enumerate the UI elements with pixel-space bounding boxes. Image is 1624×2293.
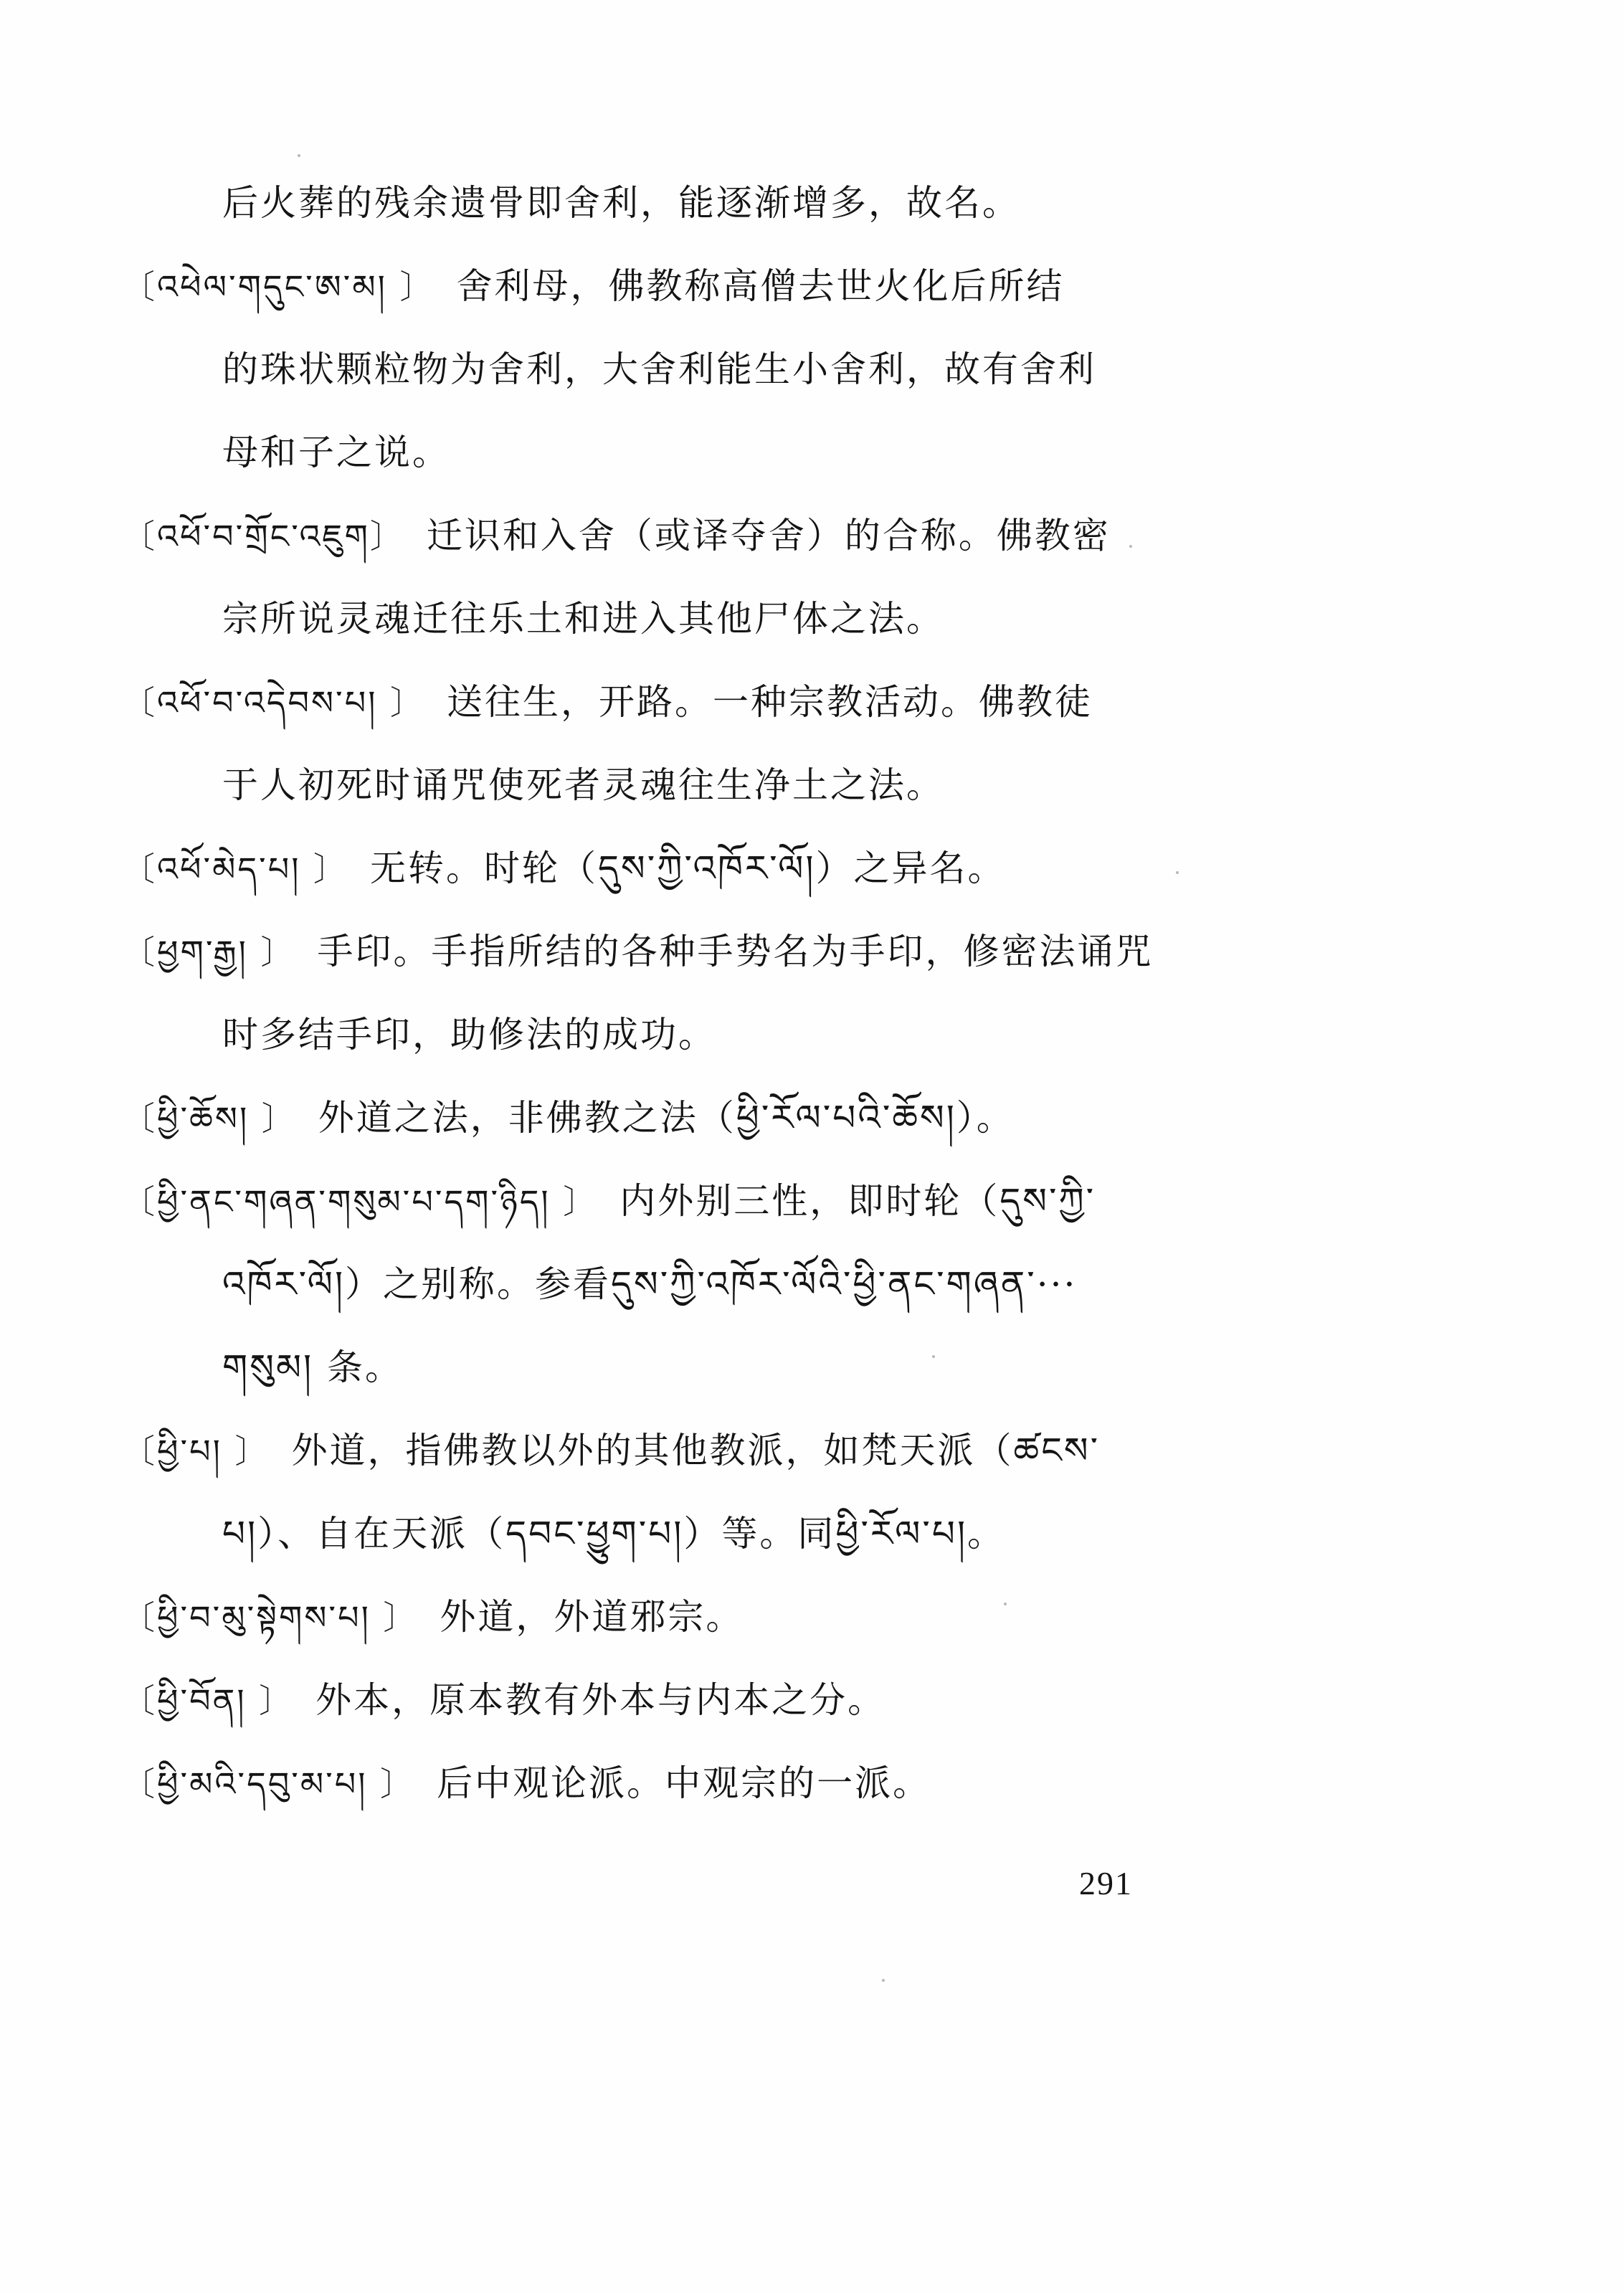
entry-headword: 〔ཕྱི་པ། 〕 [122, 1432, 270, 1471]
dictionary-entry [122, 1742, 1233, 1825]
entry-headword: 〔ཕྱག་རྒྱ། 〕 [122, 933, 296, 972]
dictionary-entry [122, 1658, 1233, 1742]
scan-speck [882, 1979, 885, 1982]
entry-text: 外道之法，非佛教之法（ཕྱི་རོལ་པའི་ཆོས།）。 [318, 1097, 1015, 1139]
entry-headword: 〔ཕྱི་ཆོས། 〕 [122, 1099, 297, 1138]
scan-speck [1176, 871, 1179, 874]
entry-text: 无转。时轮（དུས་ཀྱི་འཁོར་ལོ།）之异名。 [370, 848, 1006, 889]
entry-text: གསུམ། 条。 [222, 1347, 404, 1388]
entry-text: འཁོར་ལོ།）之别称。参看དུས་ཀྱི་འཁོར་ལོའི་ཕྱི་ནང་གཞན་··· [222, 1263, 1078, 1305]
entry-text: 内外别三性，即时轮（དུས་ཀྱི་ [619, 1180, 1096, 1222]
entry-text: 迁识和入舍（或译夺舍）的合称。佛教密 [426, 515, 1111, 556]
entry-continuation-line [122, 1492, 1233, 1575]
entry-text: པ།）、自在天派（དབང་ཕྱུག་པ།）等。同ཕྱི་རོལ་པ།。 [222, 1513, 1006, 1554]
entry-continuation-line [122, 328, 1233, 411]
entry-text: 外本，原本教有外本与内本之分。 [315, 1679, 886, 1721]
entry-text: 于人初死时诵咒使死者灵魂往生净土之法。 [222, 764, 944, 806]
entry-continuation-line [122, 161, 1233, 245]
entry-continuation-line [122, 993, 1233, 1076]
dictionary-entry [122, 1159, 1233, 1243]
entry-headword: 〔འཕོ་བ་གྲོང་འཇུག〕 [122, 517, 405, 556]
entry-headword: 〔ཕྱི་བ་མུ་སྟེགས་པ། 〕 [122, 1598, 419, 1637]
entry-text: 外道，外道邪宗。 [440, 1596, 744, 1638]
entry-headword: 〔ཕྱི་བོན། 〕 [122, 1681, 295, 1720]
dictionary-entry [122, 1575, 1233, 1658]
dictionary-entry [122, 660, 1233, 744]
entry-continuation-line [122, 577, 1233, 660]
scan-speck [932, 1355, 935, 1358]
scan-speck [1004, 1603, 1007, 1605]
entry-headword: 〔ཕྱི་ནང་གཞན་གསུམ་པ་དག་ཉིད། 〕 [122, 1182, 599, 1221]
entry-text: 后中观论派。中观宗的一派。 [437, 1762, 931, 1804]
dictionary-entry [122, 910, 1233, 993]
entry-headword: 〔འཕོ་བ་འདེབས་པ། 〕 [122, 683, 426, 722]
entry-continuation-line [122, 1326, 1233, 1409]
scan-speck [298, 154, 300, 157]
entry-text: 后火葬的残余遗骨即舍利，能逐渐增多，故名。 [222, 182, 1020, 224]
dictionary-entry [122, 494, 1233, 577]
scan-speck [1129, 545, 1132, 548]
dictionary-entries [122, 161, 1233, 1825]
dictionary-entry [122, 1409, 1233, 1492]
entry-continuation-line [122, 1243, 1233, 1326]
entry-continuation-line [122, 411, 1233, 494]
entry-headword: 〔འཕེལ་གདུང་ཨ་མ། 〕 [122, 267, 435, 306]
entry-text: 宗所说灵魂迁往乐土和进入其他尸体之法。 [222, 598, 944, 640]
entry-text: 外道，指佛教以外的其他教派，如梵天派（ཚངས་ [291, 1430, 1101, 1471]
dictionary-entry [122, 245, 1233, 328]
entry-text: 时多结手印，助修法的成功。 [222, 1014, 716, 1055]
dictionary-entry [122, 827, 1233, 910]
entry-text: 舍利母，佛教称高僧去世火化后所结 [456, 265, 1065, 307]
entry-text: 手印。手指所结的各种手势名为手印，修密法诵咒 [317, 931, 1154, 972]
entry-text: 母和子之说。 [222, 432, 450, 473]
page-number: 291 [1079, 1865, 1133, 1902]
entry-headword: 〔འཕོ་མེད་པ། 〕 [122, 850, 349, 888]
entry-text: 的珠状颗粒物为舍利，大舍利能生小舍利，故有舍利 [222, 348, 1096, 390]
entry-continuation-line [122, 744, 1233, 827]
entry-text: 送往生，开路。一种宗教活动。佛教徒 [447, 681, 1093, 723]
dictionary-entry [122, 1076, 1233, 1159]
entry-headword: 〔ཕྱི་མའི་དབུ་མ་པ། 〕 [122, 1765, 416, 1803]
